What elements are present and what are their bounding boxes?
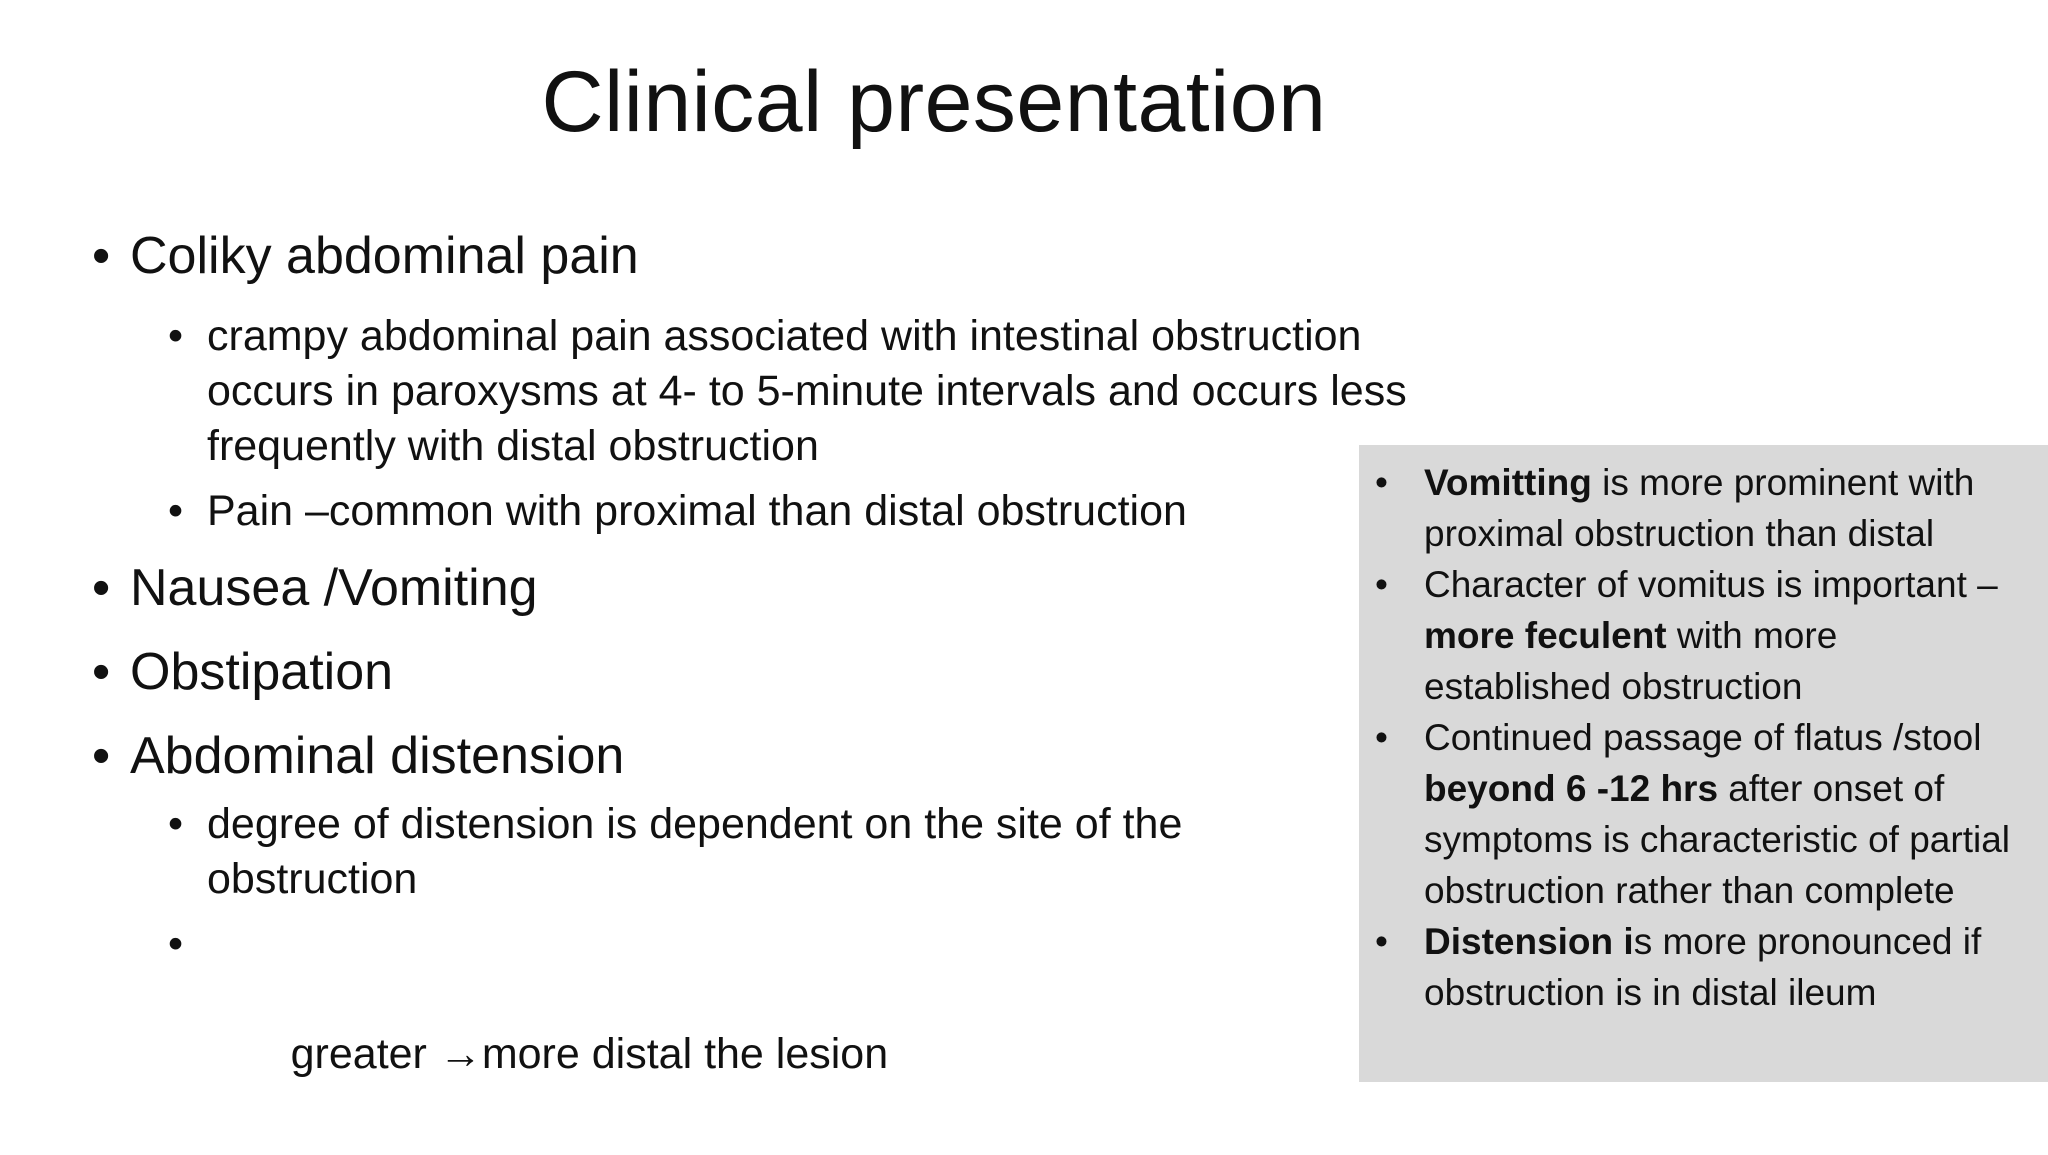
bullet-obstipation — [92, 641, 1452, 703]
sub-bullet-distension-degree — [92, 797, 1387, 907]
side-note-text: Continued passage of flatus /stool — [1424, 717, 1982, 758]
side-note-bold: Distension i — [1424, 921, 1634, 962]
bullet-icon: • — [168, 312, 184, 360]
bullet-icon: • — [1375, 564, 1388, 605]
bullet-icon: • — [92, 227, 111, 285]
sub-bullet-greater-distal — [92, 917, 1452, 1137]
sub-bullet-text: Pain –common with proximal than distal obstruction — [207, 487, 1187, 535]
bullet-icon: • — [168, 920, 184, 968]
side-note-text: s more pronounced if obstruction is in distal ileum — [1424, 921, 1982, 1013]
side-note-bold: Vomitting — [1424, 462, 1592, 503]
bullet-text: Nausea /Vomiting — [130, 559, 538, 617]
side-note-bold: more feculent — [1424, 615, 1667, 656]
bullet-icon: • — [1375, 717, 1388, 758]
sub-bullet-pain-proximal — [92, 484, 1452, 539]
bullet-text: Coliky abdominal pain — [130, 227, 639, 285]
bullet-text: Obstipation — [130, 643, 394, 701]
bullet-icon: • — [168, 800, 184, 848]
side-note-vomitus-character — [1359, 559, 2030, 712]
sub-bullet-text: degree of distension is dependent on the site of the obstruction — [207, 800, 1183, 903]
bullet-icon: • — [92, 643, 111, 701]
coliky-pain-sublist — [92, 309, 1452, 539]
bullet-icon: • — [1375, 462, 1388, 503]
slide-title: Clinical presentation — [541, 54, 1327, 150]
bullet-nausea-vomiting — [92, 557, 1452, 619]
sub-bullet-text: crampy abdominal pain associated with intestinal obstruction occurs in paroxysms at 4- to 5-minute intervals and occurs less frequently with distal obstruction — [207, 312, 1407, 470]
bullet-abdominal-distension — [92, 725, 1452, 787]
side-note-distension — [1359, 916, 2030, 1018]
side-note-text: is more prominent with proximal obstruction than distal — [1424, 462, 1975, 554]
side-note-flatus-stool — [1359, 712, 2030, 916]
bullet-icon: • — [92, 559, 111, 617]
side-note-text: after onset of symptoms is characteristic of partial obstruction rather than complete — [1424, 768, 2011, 911]
side-note-text: with more established obstruction — [1424, 615, 1838, 707]
side-note-bold: beyond 6 -12 hrs — [1424, 768, 1719, 809]
bullet-icon: • — [168, 487, 184, 535]
side-note-box — [1359, 445, 2048, 1082]
distension-sublist — [92, 797, 1452, 1137]
bullet-coliky-pain — [92, 225, 1452, 287]
side-note-text: Character of vomitus is important – — [1424, 564, 1998, 605]
bullet-icon: • — [1375, 921, 1388, 962]
side-note-vomitting — [1359, 457, 2030, 559]
sub-bullet-text: greater →more distal the lesion — [278, 1030, 889, 1078]
main-bullet-list — [92, 225, 1452, 1155]
bullet-icon: • — [92, 727, 111, 785]
sub-bullet-crampy-pain — [92, 309, 1452, 474]
bullet-text: Abdominal distension — [130, 727, 625, 785]
